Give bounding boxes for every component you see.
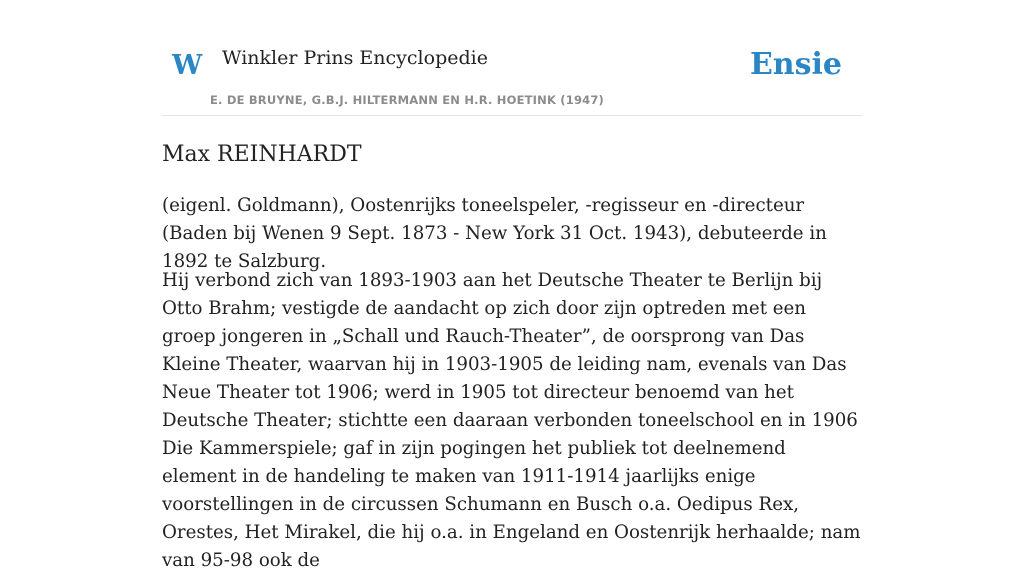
- source-header: [162, 0, 862, 116]
- source-authors: E. DE BRUYNE, G.B.J. HILTERMANN EN H.R. HOETINK (1947): [210, 93, 605, 107]
- ensie-logo[interactable]: Ensie: [749, 47, 842, 82]
- article-paragraph-1: (eigenl. Goldmann), Oostenrijks toneelspeler, -regisseur en -directeur (Baden bij Wenen 9 Sept. 1873 - New York 31 Oct. 1943), debuteerde in 1892 te Salzburg.: [162, 195, 827, 272]
- source-title[interactable]: Winkler Prins Encyclopedie: [222, 47, 488, 69]
- content-container: [162, 0, 862, 571]
- source-logo[interactable]: W: [172, 50, 203, 81]
- article-title: Max REINHARDT: [162, 142, 362, 167]
- article-paragraph-2: Hij verbond zich van 1893-1903 aan het Deutsche Theater te Berlijn bij Otto Brahm; vestigde de aandacht op zich door zijn optreden met een groep jongeren in „Schall und Rauch-Theater”, de oorsprong van Das Kleine Theater, waarvan hij in 1903-1905 de leiding nam, evenals van Das Neue Theater tot 1906; werd in 1905 tot directeur benoemd van het Deutsche Theater; stichtte een daaraan verbonden toneelschool en in 1906 Die Kammerspiele; gaf in zijn pogingen het publiek tot deelnemend element in de handeling te maken van 1911-1914 jaarlijks enige voorstellingen in de circussen Schumann en Busch o.a. Oedipus Rex, Orestes, Het Mirakel, die hij o.a. in Engeland en Oostenrijk herhaalde; nam van 95-98 ook de: [162, 270, 861, 571]
